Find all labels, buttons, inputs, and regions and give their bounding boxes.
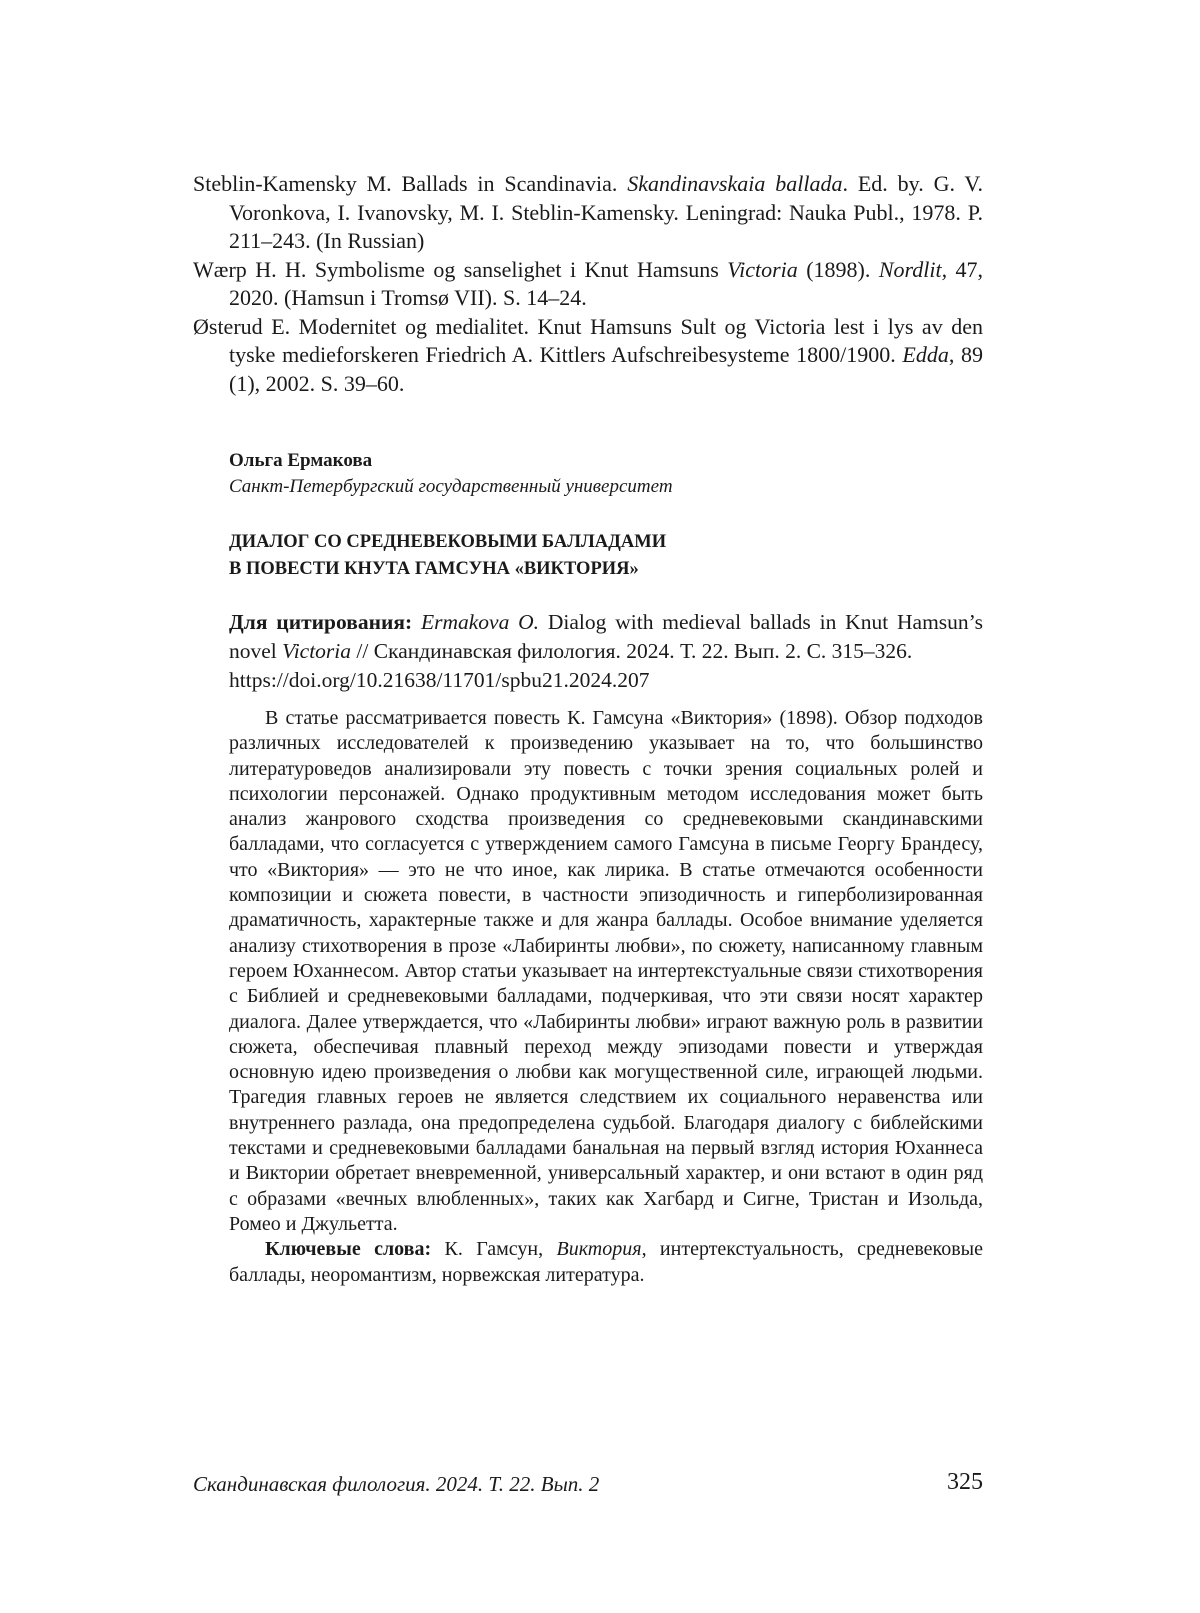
abstract [229,706,983,1288]
page-number: 325 [947,1469,983,1495]
reference-item: Wærp H. H. Symbolisme og sanselighet i Knut Hamsuns Victoria (1898). Nordlit, 47, 2020. (Hamsun i Tromsø VII). S. 14–24. [193,256,984,310]
article-author-block [229,448,983,500]
abstract-text: В статье рассматривается повесть К. Гамсуна «Виктория» (1898). Обзор подходов различных исследователей к произведению указывает на то, что большинство литературоведов анализировали эту повесть с точки зрения социальных ролей и психологии персонажей. Однако продуктивным методом исследования может быть анализ жанрового сходства произведения со средневековыми скандинавскими балладами, что согласуется с утверждением самого Гамсуна в письме Георгу Брандесу, что «Виктория» — это не что иное, как лирика. В статье отмечаются особенности композиции и сюжета повести, в частности эпизодичность и гиперболизированная драматичность, характерные также и для жанра баллады. Особое внимание уделяется анализу стихотворения в прозе «Лабиринты любви», по сюжету, написанному главным героем Юханнесом. Автор статьи указывает на интертекстуальные связи стихотворения с Библией и средневековыми балладами, подчеркивая, что эти связи носят характер диалога. Далее утверждается, что «Лабиринты любви» играют важную роль в развитии сюжета, обеспечивая плавный переход между эпизодами повести и утверждая основную идею произведения о любви как могущественной силе, играющей людьми. Трагедия главных героев не является следствием их социального неравенства или внутреннего разлада, она предопределена судьбой. Благодаря диалогу с библейскими текстами и средневековыми балладами банальная на первый взгляд история Юханнеса и Виктории обретает вневременной, универсальный характер, и они встают в один ряд с образами «вечных влюбленных», таких как Хагбард и Сигне, Тристан и Изольда, Ромео и Джульетта. [229,707,983,1235]
author-affiliation: Санкт-Петербургский государственный университет [229,476,673,497]
citation-label: Для цитирования: [229,610,413,634]
reference-item: Steblin-Kamensky M. Ballads in Scandinavia. Skandinavskaia ballada. Ed. by. G. V. Voronkova, I. Ivanovsky, M. I. Steblin-Kamensky. Leningrad: Nauka Publ., 1978. P. 211–243. (In Russian) [193,171,983,253]
article-title-line: В ПОВЕСТИ КНУТА ГАМСУНА «ВИКТОРИЯ» [229,559,639,579]
reference-list [193,170,983,398]
doi-link[interactable]: https://doi.org/10.21638/11701/spbu21.2024.207 [229,668,650,692]
reference-author: Østerud E. [193,313,291,339]
article-title [229,529,983,583]
article-author: Ольга Ермакова [229,450,373,471]
article-title-line: ДИАЛОГ СО СРЕДНЕВЕКОВЫМИ БАЛЛАДАМИ [229,532,667,552]
citation-block: Для цитирования: Ermakova O. Dialog with medieval ballads in Knut Hamsun’s novel Victoria // Скандинавская филология. 2024. Т. 22. Вып. 2. С. 315–326. https://doi.org/10.21638/11701/spbu21.2024.207 [229,610,983,692]
reference-item: Østerud E. Modernitet og medialitet. Knut Hamsuns Sult og Victoria lest i lys av den tyske medieforskeren Friedrich A. Kittlers Aufschreibesysteme 1800/1900. Edda, 89 (1), 2002. S. 39–60. [193,313,984,396]
journal-name: Скандинавская филология. 2024. Т. 22. Вып. 2 [193,1472,600,1496]
keywords-label: Ключевые слова: [265,1238,432,1261]
keywords: Ключевые слова: К. Гамсун, Виктория, интертекстуальность, средневековые баллады, неоромантизм, норвежская литература. [229,1238,983,1286]
reference-author: Wærp H. H. [193,256,307,282]
reference-author: Steblin-Kamensky M. [193,171,392,196]
